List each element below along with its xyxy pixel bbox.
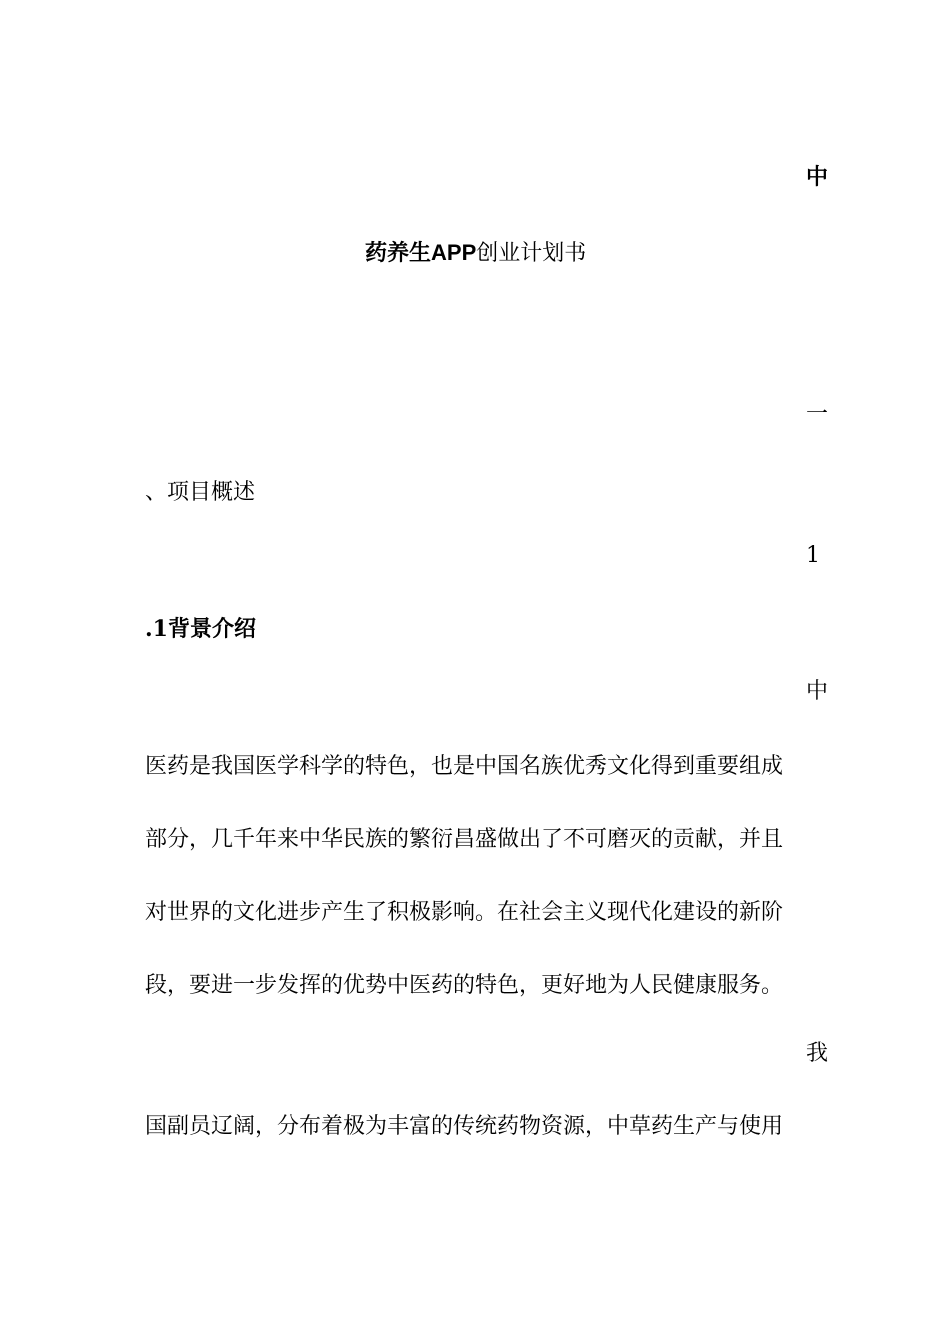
para1-line: 医药是我国医学科学的特色，也是中国名族优秀文化得到重要组成 — [145, 754, 784, 779]
title-main: 药养生 — [365, 240, 432, 266]
section1-lead-char: 一 — [806, 402, 829, 427]
para1-line: 部分，几千年来中华民族的繁衍昌盛做出了不可磨灭的贡献，并且 — [145, 827, 784, 852]
title-lead-char: 中 — [806, 164, 829, 190]
para1-lead-char: 中 — [806, 679, 829, 704]
title-app: APP — [431, 240, 477, 265]
para2-line: 国副员辽阔，分布着极为丰富的传统药物资源，中草药生产与使用 — [145, 1114, 784, 1139]
para2-lead-char: 我 — [806, 1041, 829, 1066]
sub1-heading: .1背景介绍 — [145, 616, 256, 642]
title-rest: 创业计划书 — [476, 241, 587, 266]
para1-line: 段，要进一步发挥的优势中医药的特色，更好地为人民健康服务。 — [145, 973, 784, 998]
sub1-lead-char: 1 — [806, 543, 820, 568]
para1-line: 对世界的文化进步产生了积极影响。在社会主义现代化建设的新阶 — [145, 900, 784, 925]
document-title — [365, 238, 586, 269]
section1-heading: 、项目概述 — [145, 480, 256, 505]
